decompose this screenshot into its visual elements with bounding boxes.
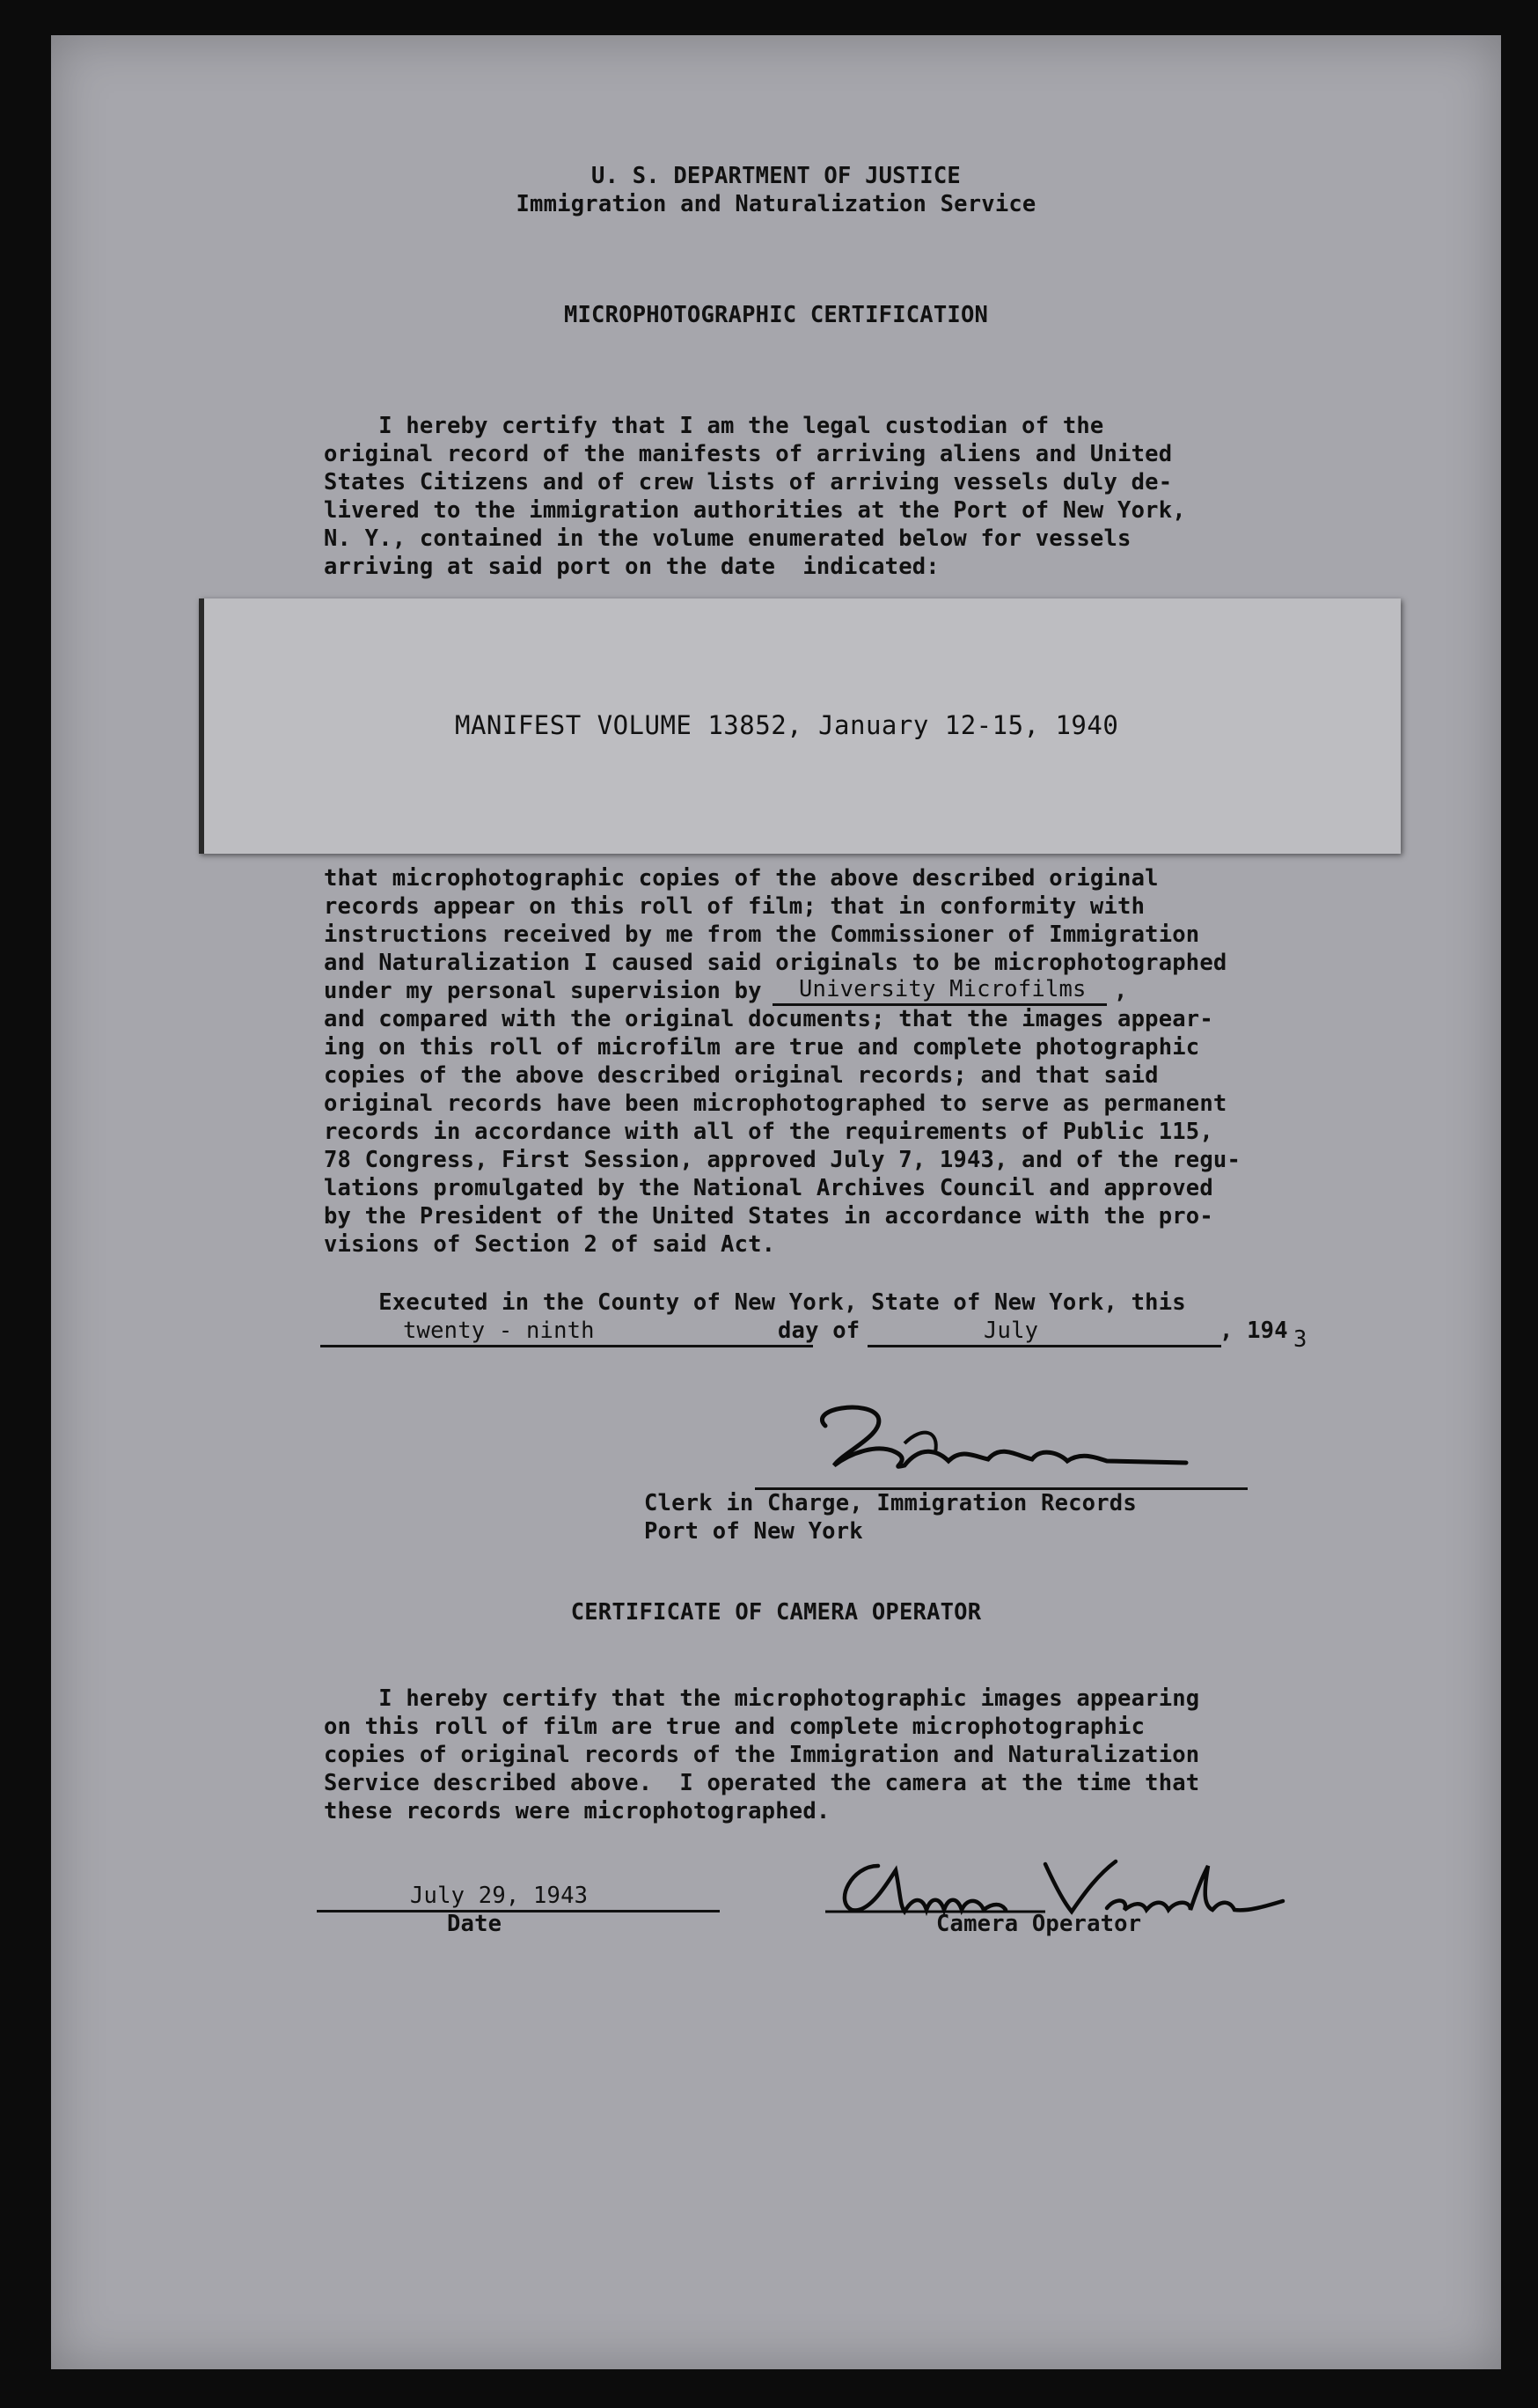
manifest-slip: [199, 598, 1401, 854]
document-page: [51, 35, 1501, 2369]
manifest-volume: MANIFEST VOLUME 13852, January 12-15, 1940: [455, 710, 1119, 740]
paragraph-line: visions of Section 2 of said Act.: [324, 1231, 776, 1258]
paragraph-line: original record of the manifests of arriving aliens and United: [324, 441, 1173, 467]
certification-title: MICROPHOTOGRAPHIC CERTIFICATION: [563, 302, 989, 328]
executed-line: Executed in the County of New York, State of New York, this: [324, 1289, 1186, 1316]
paragraph-line: arriving at said port on the date indicated:: [324, 554, 940, 580]
paragraph-line: 78 Congress, First Session, approved July 7, 1943, and of the regu-: [324, 1147, 1241, 1173]
supervision-prefix: under my personal supervision by: [324, 978, 762, 1004]
month-value: July: [984, 1318, 1039, 1344]
paragraph-line: original records have been microphotographed to serve as permanent: [324, 1090, 1227, 1117]
paragraph-line: lations promulgated by the National Archives Council and approved: [324, 1175, 1213, 1201]
supervisor-value: University Microfilms: [799, 976, 1087, 1002]
year-prefix: , 194: [1219, 1318, 1288, 1344]
paragraph-line: instructions received by me from the Commissioner of Immigration: [324, 921, 1200, 948]
clerk-signature: [773, 1391, 1230, 1487]
date-underline: [317, 1910, 720, 1912]
paragraph-line: copies of the above described original records; and that said: [324, 1062, 1159, 1089]
paragraph-line: by the President of the United States in accordance with the pro-: [324, 1203, 1213, 1230]
camera-certificate-title: CERTIFICATE OF CAMERA OPERATOR: [570, 1599, 982, 1626]
department-heading: U. S. DEPARTMENT OF JUSTICE: [591, 163, 961, 189]
paragraph-line: I hereby certify that I am the legal custodian of the: [324, 413, 1104, 439]
paragraph-line: and Naturalization I caused said originals to be microphotographed: [324, 950, 1227, 976]
clerk-title: Clerk in Charge, Immigration Records: [644, 1490, 1137, 1516]
paragraph-line: I hereby certify that the microphotographic images appearing: [324, 1685, 1200, 1712]
day-of-label: day of: [778, 1318, 861, 1344]
clerk-port: Port of New York: [644, 1518, 863, 1545]
paragraph-line: these records were microphotographed.: [324, 1798, 831, 1824]
paragraph-line: Service described above. I operated the camera at the time that: [324, 1770, 1200, 1796]
paragraph-line: records appear on this roll of film; that in conformity with: [324, 893, 1146, 920]
service-heading: Immigration and Naturalization Service: [516, 191, 1036, 217]
day-value: twenty - ninth: [403, 1318, 595, 1344]
paragraph-line: N. Y., contained in the volume enumerated below for vessels: [324, 525, 1132, 552]
supervision-suffix: ,: [1114, 978, 1128, 1004]
date-label: Date: [447, 1911, 502, 1937]
camera-operator-label: Camera Operator: [936, 1911, 1142, 1937]
month-underline: [868, 1345, 1221, 1347]
paragraph-line: ing on this roll of microfilm are true and complete photographic: [324, 1034, 1200, 1061]
paragraph-line: that microphotographic copies of the above described original: [324, 865, 1159, 892]
paragraph-line: copies of original records of the Immigration and Naturalization: [324, 1742, 1200, 1768]
date-value: July 29, 1943: [410, 1883, 589, 1909]
paragraph-line: States Citizens and of crew lists of arriving vessels duly de-: [324, 469, 1173, 496]
day-underline: [320, 1345, 813, 1347]
paragraph-line: and compared with the original documents; that the images appear-: [324, 1006, 1213, 1032]
year-last-digit: 3: [1293, 1326, 1307, 1353]
paragraph-line: records in accordance with all of the requirements of Public 115,: [324, 1119, 1213, 1145]
paragraph-line: livered to the immigration authorities at the Port of New York,: [324, 497, 1186, 524]
paragraph-line: on this roll of film are true and complete microphotographic: [324, 1714, 1146, 1740]
